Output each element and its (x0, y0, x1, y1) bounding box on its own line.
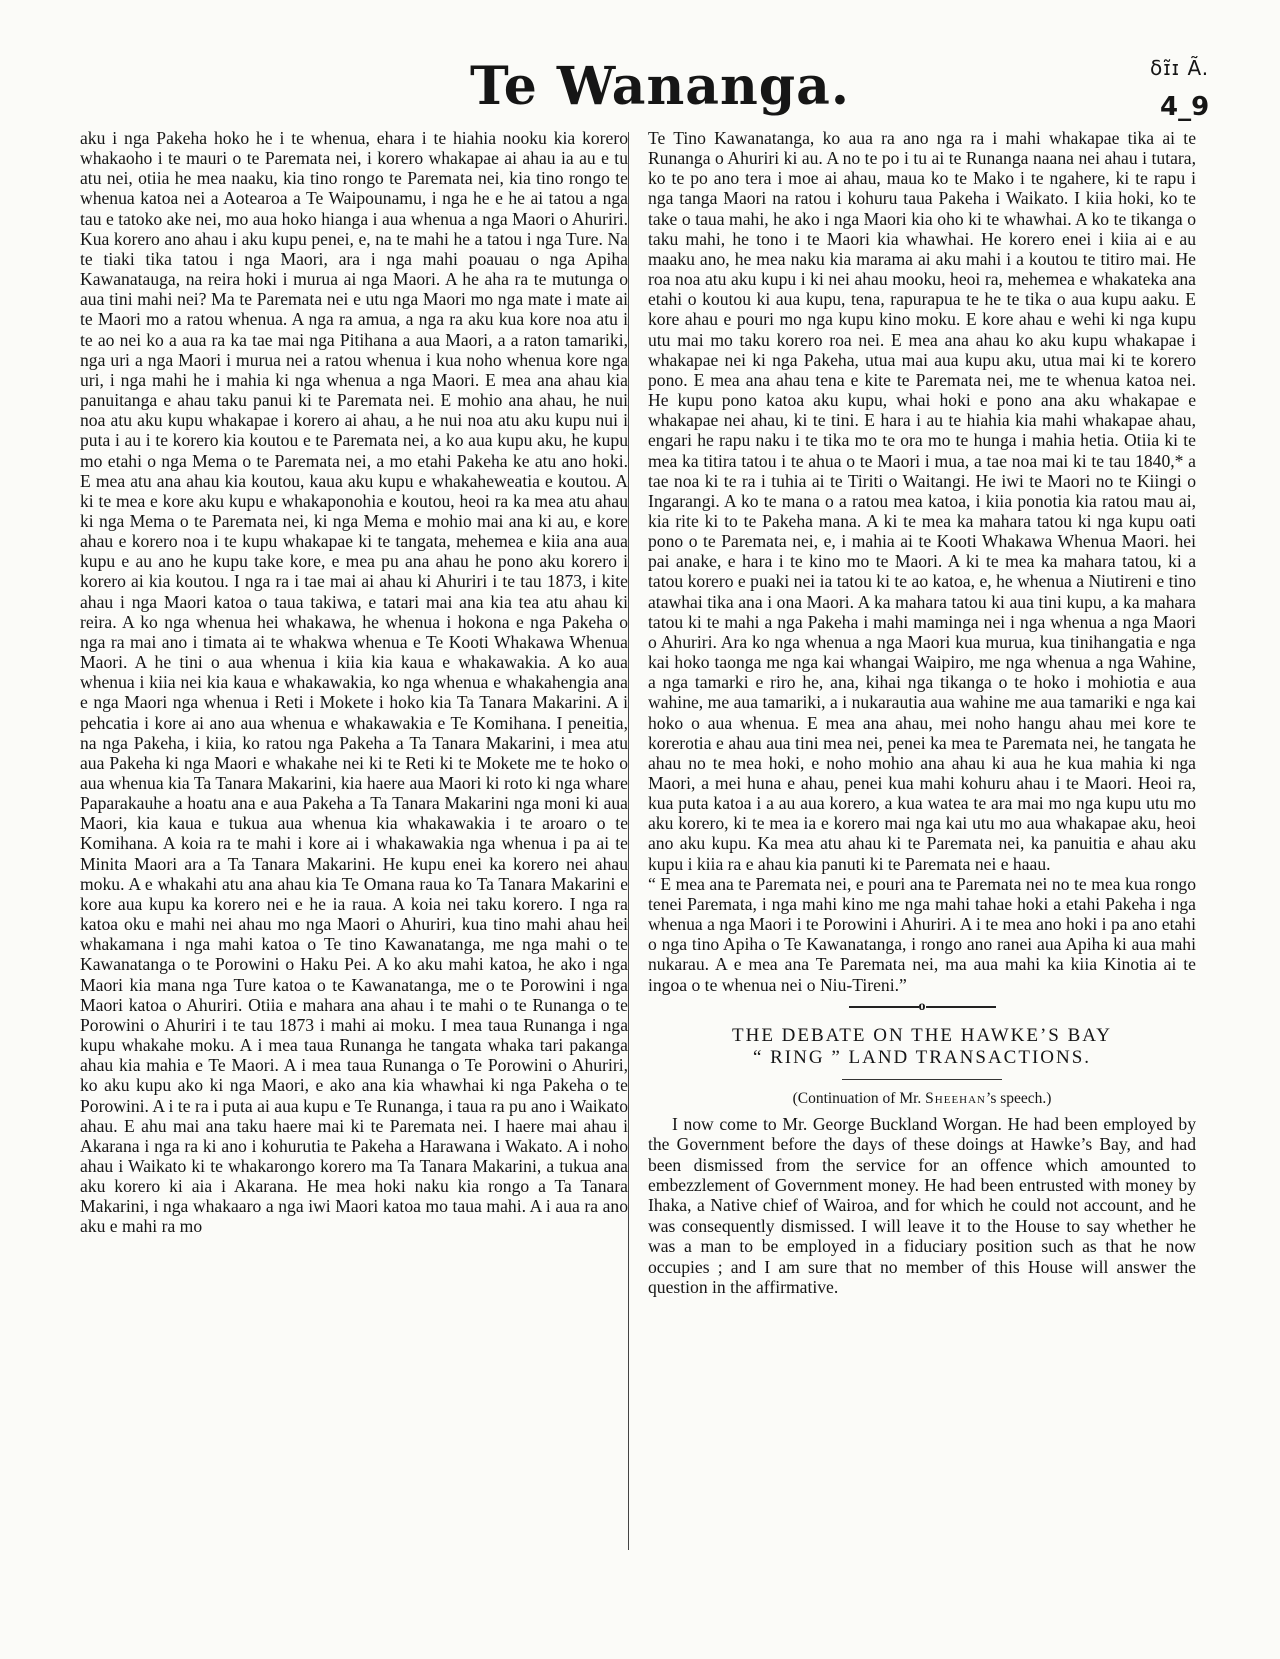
section-heading-line2: “ RING ” LAND TRANSACTIONS. (752, 1046, 1092, 1068)
left-column (80, 128, 628, 1628)
column-divider (628, 132, 629, 1550)
page-number: 4_9 (1160, 92, 1210, 122)
newspaper-title: Te Wananga. (470, 56, 850, 117)
quoted-resolution: “ E mea ana te Paremata nei, e pouri ana te Paremata nei no te mea kua rongo tenei Paremata, i nga mahi kino me nga mahi tahae hoki a etahi Pakeha i nga whenua a nga Maori i te Porowini i Ahuriri. A i te mea ano hoki i pa ano etahi o nga tino Apiha o Te Kawanatanga, i rongo ano ranei aua Apiha ki aua mahi nukarau. A e mea ana Te Paremata nei, ma aua mahi ka kiia Kinotia ai te ingoa o te whenua nei o Niu-Tireni.” (648, 873, 1196, 995)
separator-mark: o (918, 998, 926, 1014)
heading-rule (842, 1079, 1002, 1080)
masthead (0, 52, 1280, 122)
left-column-text: aku i nga Pakeha hoko he i te whenua, ehara i te hiahia nooku kia korero whakaoho i te mauri o te Paremata nei, i korero whakapae ai ahau ia au e tu atu nei, otiia he mea naaku, kia tino rongo te Paremata nei, kia tino rongo te whenua katoa nei a Aotearoa a Te Waipounamu, i nga he e he ai tatou a nga tau e tatoko ake nei, mo aua hoko hianga i aua whenua a nga Maori o Ahuriri. Kua korero ano ahau i aku kupu penei, e, na te mahi he a tatou i nga Ture. Na te tiaki tika tatou i nga Maori, ara i nga mahi poauau o nga Apiha Kawanatauga, na reira hoki i murua ai nga Maori. A he aha ra te mutunga o aua tini mahi nei? Ma te Paremata nei e utu nga Maori mo nga mate i mate ai te Maori mo a ratou whenua. A nga ra amua, a nga ra aku kua kore noa atu i te ao nei ko a aua ra ka tae mai nga Pitihana a aua Maori, a a raton tamariki, nga uri a nga Maori i murua nei a ratou whenua i kua noho whenua kore nga uri, i nga mahi he i mahia ki nga whenua a nga Maori. E mea ana ahau kia panuitanga e ahau taku panui ki te Paremata nei. E mohio ana ahau, he nui noa atu aku kupu whakapae i korero ai ahau, a he nui noa atu aku kupu nui i puta i au i te korero kia koutou e te Paremata nei, a ko aua kupu aku, he kupu mo etahi o nga Mema o te Paremata nei, a mo etahi Pakeha ke atu ano hoki. E mea atu ana ahau kia koutou, kaua aku kupu e whakaheweatia e koutou. A ki te mea e kore aku kupu e whakaponohia e koutou, heoi ra ka mea atu ahau ki nga Mema o te Paremata nei, ki nga Mema e mohio mai ana ki au, e kore ahau e korero noa i te kupu whakapae ki te tangata, mehemea e kiia ana aua kupu e au ano he kupu take kore, e mea pu ana ahau he pono aku korero i korero ai kia koutou. I nga ra i tae mai ai ahau ki Ahuriri i te tau 1873, i kite ahau i nga Maori katoa o taua takiwa, e tatari mai ana kia tea atu ahau ki reira. A ko nga whenua hei whakawa, he whenua i hokona e nga Pakeha o nga ra mai ano i timata ai te whakwa whenua e Te Kooti Whakawa Whenua Maori. A he tini o aua whenua i kiia kia kaua e whakawakia. A ko aua whenua i kiia nei kia kaua e whakawakia, ko nga whenua e whakahengia ana e nga Maori nga whenua i Reti i Mokete i hoko kia Ta Tanara Makarini. A i pehcatia i kore ai ano aua whenua e whakawakia e Te Komihana. I peneitia, na nga Pakeha, i kiia, ko ratou nga Pakeha a Ta Tanara Makarini, i mea atu aua Pakeha ki nga Maori e whakahe nei ki te Reti ki te Mokete me te hoko o aua whenua kia Ta Tanara Makarini, kia haere aua Maori ki roto ki nga whare Paparakauhe a hoatu ana e aua Pakeha a Ta Tanara Makarini nga moni ki aua Maori, kia kaua e tukua aua whenua kia whakawakia i te aroaro o te Komihana. A koia ra te mahi i kore ai i whakawakia nga whenua i pa ai te Minita Maori ara a Ta Tanara Makarini. He kupu enei ka korero nei ahau moku. A e whakahi atu ana ahau kia Te Omana raua ko Ta Tanara Makarini e kore aua kupu ka korero nei e he ia raua. A koia nei taku korero. I nga ra katoa oku e mahi nei ahau mo nga Maori o Ahuriri, kua tino mahi ahau hei whakamana i nga mahi katoa o Te tino Kawanatanga, me nga mahi o te Kawanatanga o te Porowini o Haku Pei. A ko aku mahi katoa, he ako i nga Maori kia mana nga Ture katoa o te Kawanatanga, me o te Porowini i nga Maori katoa o Ahuriri. Otiia e mahara ana ahau i te mahi o te Runanga o te Porowini o Ahuriri i te tau 1873 i mahi ai moku. I mea taua Runanga i nga kupu whakahe moku. A i mea taua Runanga he tangata whaka tari pakanga ahau kia mahia e Te Maori. A i mea taua Runanga o Te Porowini o Ahuriri, ko aku kupu ako ki nga Maori, e ako ana kia whawhai ki nga Pakeha o te Porowini. A i te ra i puta ai aua kupu e Te Runanga, i taua ra pu ano i Waikato ahau. E ahu mai ana taku haere mai ki te Paremata nei. I haere mai ahau i Akarana i nga ra ki ano i kohurutia te Pakeha a Harawana i Wakato. A i noho ahau i Waikato ki te whakarongo korero ma Ta Tanara Makarini, a tukua ana aku korero ki aia i Akarana. He mea hoki naku kia rongo a Ta Tanara Makarini, i nga whakaaro a nga iwi Maori katoa mo taua mahi. A i aua ra ano aku e mahi ra mo (80, 128, 628, 1237)
section-heading-line1: THE DEBATE ON THE HAWKE’S BAY (732, 1024, 1112, 1046)
continuation-suffix: ’s speech.) (986, 1089, 1052, 1107)
continuation-prefix: (Continuation of Mr. (792, 1089, 926, 1107)
section-separator (648, 999, 1196, 1015)
english-speech-text: I now come to Mr. George Buckland Worgan. He had been employed by the Government before the days of these doings at Hawke’s Bay, and had been dismissed from the service for an offence which amounted to embezzlement of Government money. He had been entrusted with money by Ihaka, a Native chief of Wairoa, and for which he could not account, and he was consequently dismissed. I will leave it to the House to say whether he was a man to be employed in a fiduciary position such as that he now occupies ; and I am sure that no member of this House will answer the question in the affirmative. (648, 1113, 1196, 1297)
handwritten-mark: ẟɪ̃ɪ Ã. (1150, 56, 1210, 80)
continuation-note (648, 1090, 1196, 1108)
speaker-name: Sheehan (925, 1089, 987, 1107)
section-heading (648, 1025, 1196, 1069)
right-column (648, 128, 1196, 1628)
right-column-maori-text: Te Tino Kawanatanga, ko aua ra ano nga ra i mahi whakapae tika ai te Runanga o Ahuriri ki au. A no te po i tu ai te Runanga naana nei ahau i tutara, ko te po ano tera i moe ai ahau, maua ko te Mako i te ngahere, ki te rapu i nga tanga Maori na ratou i kohuru taua Pakeha i Waikato. I kiia hoki, ko te take o taua mahi, he ako i nga Maori kia oho ki te whawhai. A ko te tikanga o taku mahi, he tono i te Maori kia whawhai. He korero enei i kiia ai e au maaku ano, he mea naku kia marama ai aku mahi i a koutou te titiro mai. He roa noa atu aku kupu i ki nei ahau mooku, heoi ra, mehemea e whakateka ana etahi o koutou ki aua kupu, tena, rapurapua te he te tika o aua kupu aaku. E kore ahau e pouri mo nga kupu kino moku. E kore ahau e wehi ki nga kupu utu mai mo taku korero roa nei. E mea ana ahau ko aku kupu whakapae i whakapae nei ki nga Pakeha, utua mai aua kupu aku, utua mai ki te korero pono. E mea ana ahau tena e kite te Paremata nei, me te whenua katoa nei. He kupu pono katoa aku kupu, whai hoki e pono ana aku whakapae e whakapae nei ahau, ki te tini. E hara i au te hiahia kia mahi whakapae ahau, engari he rapu naku i te tika mo te ora mo te hunga i mahia hetia. Otiia ki te mea ka titira tatou i te ahua o te Maori i mua, a tae noa mai ki te tau 1840,* a tae noa ki te ra i tuhia ai te Tiriti o Waitangi. He iwi te Maori no te Kiingi o Ingarangi. A ko te mana o a ratou mea katoa, i kiia ponotia kia ratou mau ai, kia rite ki to te Pakeha mana. A ki te mea ka mahara tatou ki nga kupu oati pono o te Paremata nei, e, i mahia ai te Kooti Whakawa Whenua Maori. hei pai anake, e hara i te kino mo te Maori. A ki te mea ka mahara tatou, ki a tatou korero e puaki nei ia tatou ki te ao katoa, e, he whenua a Niutireni e tino atawhai tika ana i ona Maori. A ka mahara tatou ki aua tini kupu, a ka mahara tatou ki te mahi a nga Pakeha i mahi maminga nei i nga whenua a nga Maori o Ahuriri. Ara ko nga whenua a nga Maori kua murua, kua tinihangatia e nga kai hoko taonga me nga kai whangai Waipiro, me nga whenua a nga Wahine, a nga tamarki e riro he, ana, kihai nga tikanga o te hoko i mohiotia e aua wahine, me aua tamariki, a i nukarautia aua wahine me aua tamariki e nga kai hoko o aua whenua. E mea ana ahau, mei noho hangu ahau mei kore te korerotia e ahau aua tini mea nei, penei ka mea te Paremata nei, he tangata he ahau no te mea hoki, e noho mohio ana ahau ki aua he kua mahia ki nga Maori, a mei huna e ahau, penei kua mahi kohuru ahau i te Maori. Heoi ra, kua puta katoa i a au aua korero, a kua watea te ara mai mo nga kupu utu mo aku korero, ki te mea ia e korero mai nga kai utu mo aua whakapae aku, heoi ano aku kupu. Ka mea atu ahau ki te Paremata nei, ka panuitia e ahau aku kupu i kiia ra e ahau kia panuti ki te Paremata nei e haau. (648, 128, 1196, 874)
